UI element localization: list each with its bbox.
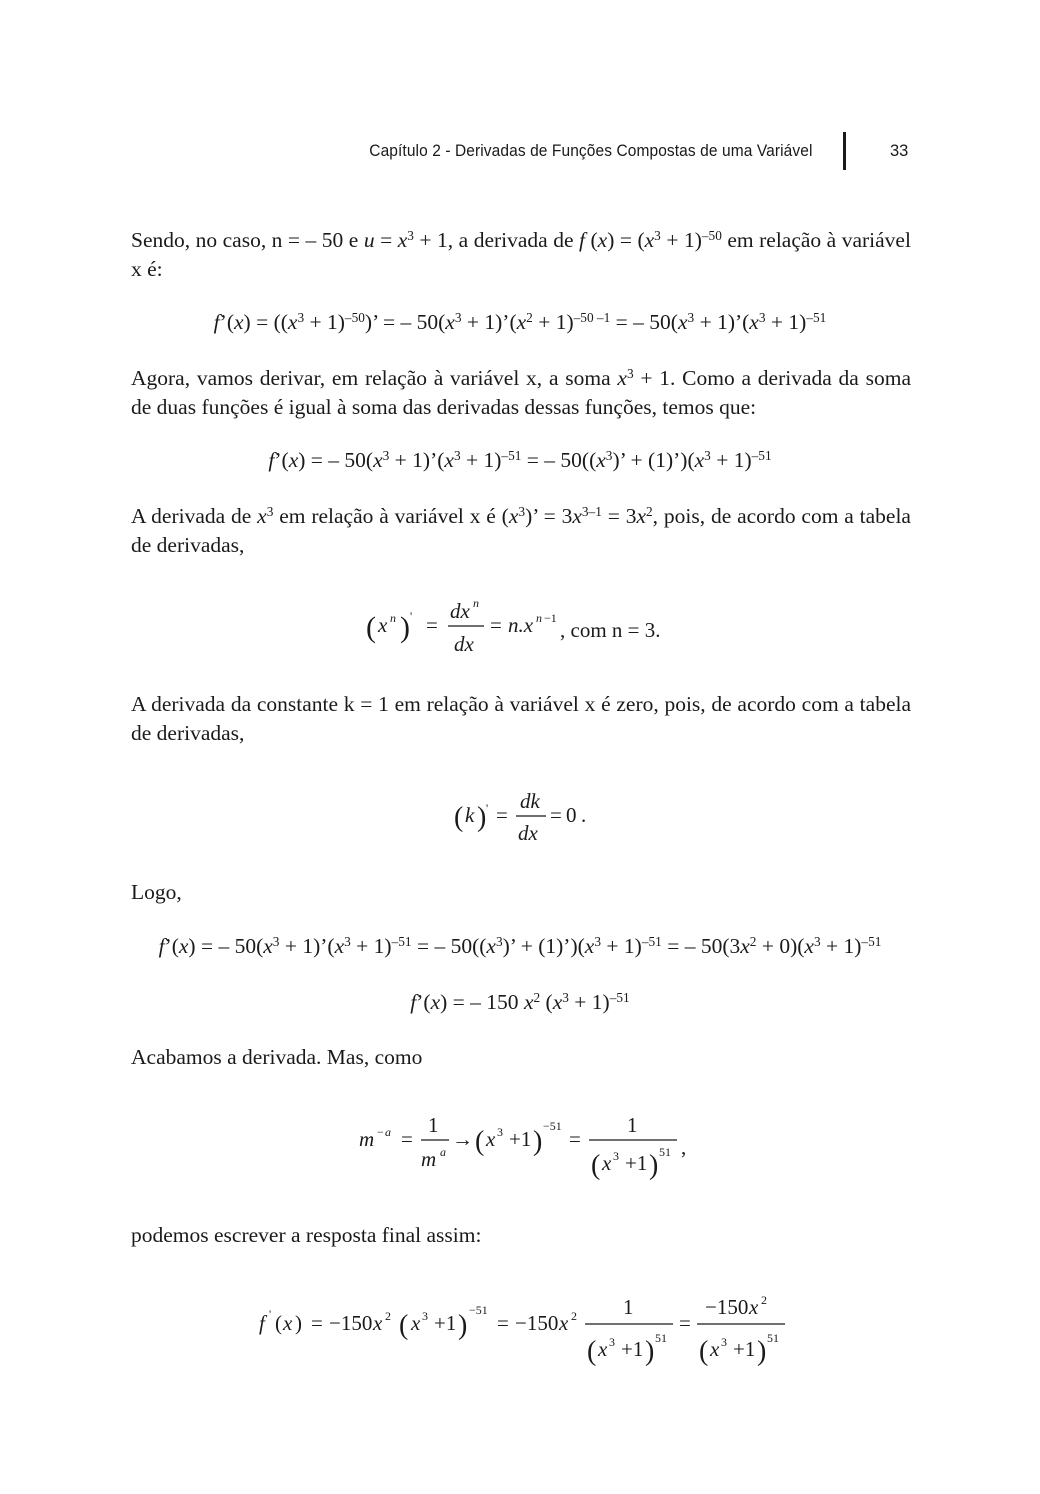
svg-text:0: 0 (566, 803, 577, 827)
svg-text:+1: +1 (733, 1337, 756, 1361)
svg-text:=: = (490, 613, 502, 637)
svg-text:n: n (536, 611, 542, 625)
equation-5: f’(x) = – $50(x^3$ + $1)’(x^3 + 1)^{-51}$ = – $50((x^3)$’ + $(1)’)(x^3 + 1)^{-51}$ = – $50(3x^2 + 0)(x^3 + 1)^{-51}$ (158, 933, 882, 958)
svg-text:(: ( (399, 1310, 409, 1341)
header-divider (843, 132, 846, 170)
svg-text:x: x (411, 1311, 421, 1335)
svg-text:x: x (559, 1311, 569, 1335)
svg-text:=: = (311, 1311, 323, 1335)
paragraph-1: Sendo, no caso, n = – 50 e $u = x^3 + 1$, a derivada de f $(x) = (x^3 + 1)^{-50}$ em relação à variável x é: (131, 227, 911, 281)
svg-text:1: 1 (428, 1113, 439, 1137)
svg-text:−150: −150 (515, 1311, 559, 1335)
svg-text:2: 2 (385, 1309, 391, 1323)
svg-text:=: = (550, 803, 562, 827)
svg-text:−51: −51 (543, 1119, 562, 1133)
equation-3-power-rule (360, 594, 690, 660)
svg-text:3: 3 (609, 1335, 615, 1349)
svg-text:): ) (458, 1310, 468, 1341)
p2-text-c: . Como a derivada da soma de duas funções é igual à soma das derivadas dessas funções, temos que: (131, 366, 911, 419)
svg-text:a: a (440, 1145, 446, 1159)
svg-text:51: 51 (655, 1331, 667, 1345)
svg-text:dx: dx (450, 599, 470, 623)
equation-1: f’(x) = $((x^3 + 1)^{-50})$’ = – $50(x^3$ + $1)’(x^2 + 1)^{-50 -1}$ = – $50(x^3$ + $1)’(x^3 + 1)^{-51}$ (213, 309, 827, 334)
svg-text:→: → (452, 1127, 473, 1151)
svg-text:x: x (373, 1311, 383, 1335)
svg-text:': ' (269, 1307, 272, 1321)
svg-text:x: x (749, 1295, 759, 1319)
svg-text:−150: −150 (705, 1295, 749, 1319)
svg-text:(: ( (591, 1150, 601, 1181)
svg-text:=: = (569, 1127, 581, 1151)
svg-text:n: n (473, 596, 479, 610)
svg-text:dk: dk (520, 789, 540, 813)
svg-text:−: − (377, 1125, 384, 1139)
paragraph-6: Acabamos a derivada. Mas, como (131, 1045, 423, 1069)
svg-text:): ) (645, 1336, 655, 1367)
svg-text:x: x (378, 613, 388, 637)
p3-text-e: , pois, de acordo com a tabela de derivadas, (131, 504, 911, 557)
svg-text:,: , (681, 1135, 687, 1159)
svg-text:n.x: n.x (508, 613, 534, 637)
svg-text:': ' (410, 609, 413, 623)
svg-text:a: a (385, 1125, 391, 1139)
svg-text:k: k (465, 803, 475, 827)
svg-text:3: 3 (497, 1125, 503, 1139)
p1-text-e: em relação à variável x é: (131, 228, 911, 281)
p3-text-c: em relação à variável x é (273, 504, 502, 528)
svg-text:3: 3 (422, 1309, 428, 1323)
svg-text:): ) (295, 1311, 302, 1335)
equation-2: f’(x) = – $50(x^3$ + $1)’(x^3 + 1)^{-51}$ = – $50((x^3)$’ + $(1)’)(x^3 + 1)^{-51}$ (268, 447, 772, 472)
svg-text:(: ( (454, 802, 464, 833)
svg-text:.: . (581, 803, 587, 827)
svg-text:=: = (679, 1311, 691, 1335)
svg-text:dx: dx (454, 632, 474, 656)
paragraph-4: A derivada da constante k = 1 em relação à variável x é zero, pois, de acordo com a tabela de derivadas, (131, 692, 911, 745)
svg-text:2: 2 (761, 1293, 767, 1307)
equation-8-final-answer (255, 1286, 795, 1372)
svg-text:51: 51 (659, 1145, 671, 1159)
svg-text:): ) (533, 1126, 543, 1157)
p2-text-a: Agora, vamos derivar, em relação à variável x, a soma (131, 366, 618, 390)
svg-text:m: m (421, 1147, 437, 1171)
svg-text:x: x (598, 1337, 608, 1361)
svg-text:=: = (496, 803, 508, 827)
svg-text:3: 3 (613, 1149, 619, 1163)
page-number: 33 (890, 142, 909, 160)
svg-text:(: ( (275, 1311, 282, 1335)
chapter-title: Capítulo 2 - Derivadas de Funções Compostas de uma Variável (368, 142, 812, 160)
svg-text:1: 1 (627, 1113, 638, 1137)
svg-text:−1: −1 (544, 611, 557, 625)
svg-text:': ' (486, 801, 489, 815)
svg-text:): ) (400, 611, 410, 644)
svg-text:): ) (649, 1150, 659, 1181)
paragraph-7: podemos escrever a resposta final assim: (131, 1223, 482, 1247)
running-head (0, 140, 1040, 174)
svg-text:51: 51 (767, 1331, 779, 1345)
svg-text:+1: +1 (509, 1127, 532, 1151)
svg-text:(: ( (587, 1336, 597, 1367)
svg-text:(: ( (366, 611, 376, 644)
svg-text:1: 1 (623, 1295, 634, 1319)
svg-text:dx: dx (518, 821, 538, 845)
p1-text-a: Sendo, no caso, n = – 50 e (131, 228, 364, 252)
svg-text:n: n (390, 611, 396, 625)
svg-text:x: x (602, 1151, 612, 1175)
power-rule-suffix: , com n = 3. (560, 618, 661, 642)
svg-text:=: = (426, 613, 438, 637)
svg-text:): ) (757, 1336, 767, 1367)
paragraph-5: Logo, (131, 880, 182, 904)
svg-text:=: = (497, 1311, 509, 1335)
svg-text:+1: +1 (625, 1151, 648, 1175)
svg-text:(: ( (699, 1336, 709, 1367)
svg-text:x: x (710, 1337, 720, 1361)
equation-7-negative-exponent (355, 1108, 700, 1190)
p3-text-a: A derivada de (131, 504, 258, 528)
svg-text:2: 2 (571, 1309, 577, 1323)
svg-text:(: ( (475, 1126, 485, 1157)
svg-text:): ) (477, 802, 487, 833)
svg-text:f: f (259, 1311, 265, 1335)
svg-text:−150: −150 (329, 1311, 373, 1335)
equation-4-constant-rule (450, 786, 600, 852)
svg-text:x: x (283, 1311, 293, 1335)
p1-text-c: , a derivada de (447, 228, 579, 252)
p1-formula-u: u (363, 228, 375, 252)
svg-text:x: x (486, 1127, 496, 1151)
svg-text:−51: −51 (469, 1303, 488, 1317)
svg-text:+1: +1 (621, 1337, 644, 1361)
svg-text:m: m (359, 1127, 375, 1151)
paragraph-2: Agora, vamos derivar, em relação à variável x, a soma $x^3 + 1$. Como a derivada da soma de duas funções é igual à soma das derivadas dessas funções, temos que: (131, 365, 911, 419)
svg-text:3: 3 (721, 1335, 727, 1349)
svg-text:+1: +1 (434, 1311, 457, 1335)
svg-text:=: = (401, 1127, 413, 1151)
paragraph-3: A derivada de $x^3$ em relação à variável x é $(x^3)$’ = $3x^{3-1} = 3x^2$, pois, de acordo com a tabela de derivadas, (131, 503, 911, 557)
equation-6: f’(x) = – 150 $x^2$ $(x^3 + 1)^{-51}$ (410, 989, 630, 1014)
